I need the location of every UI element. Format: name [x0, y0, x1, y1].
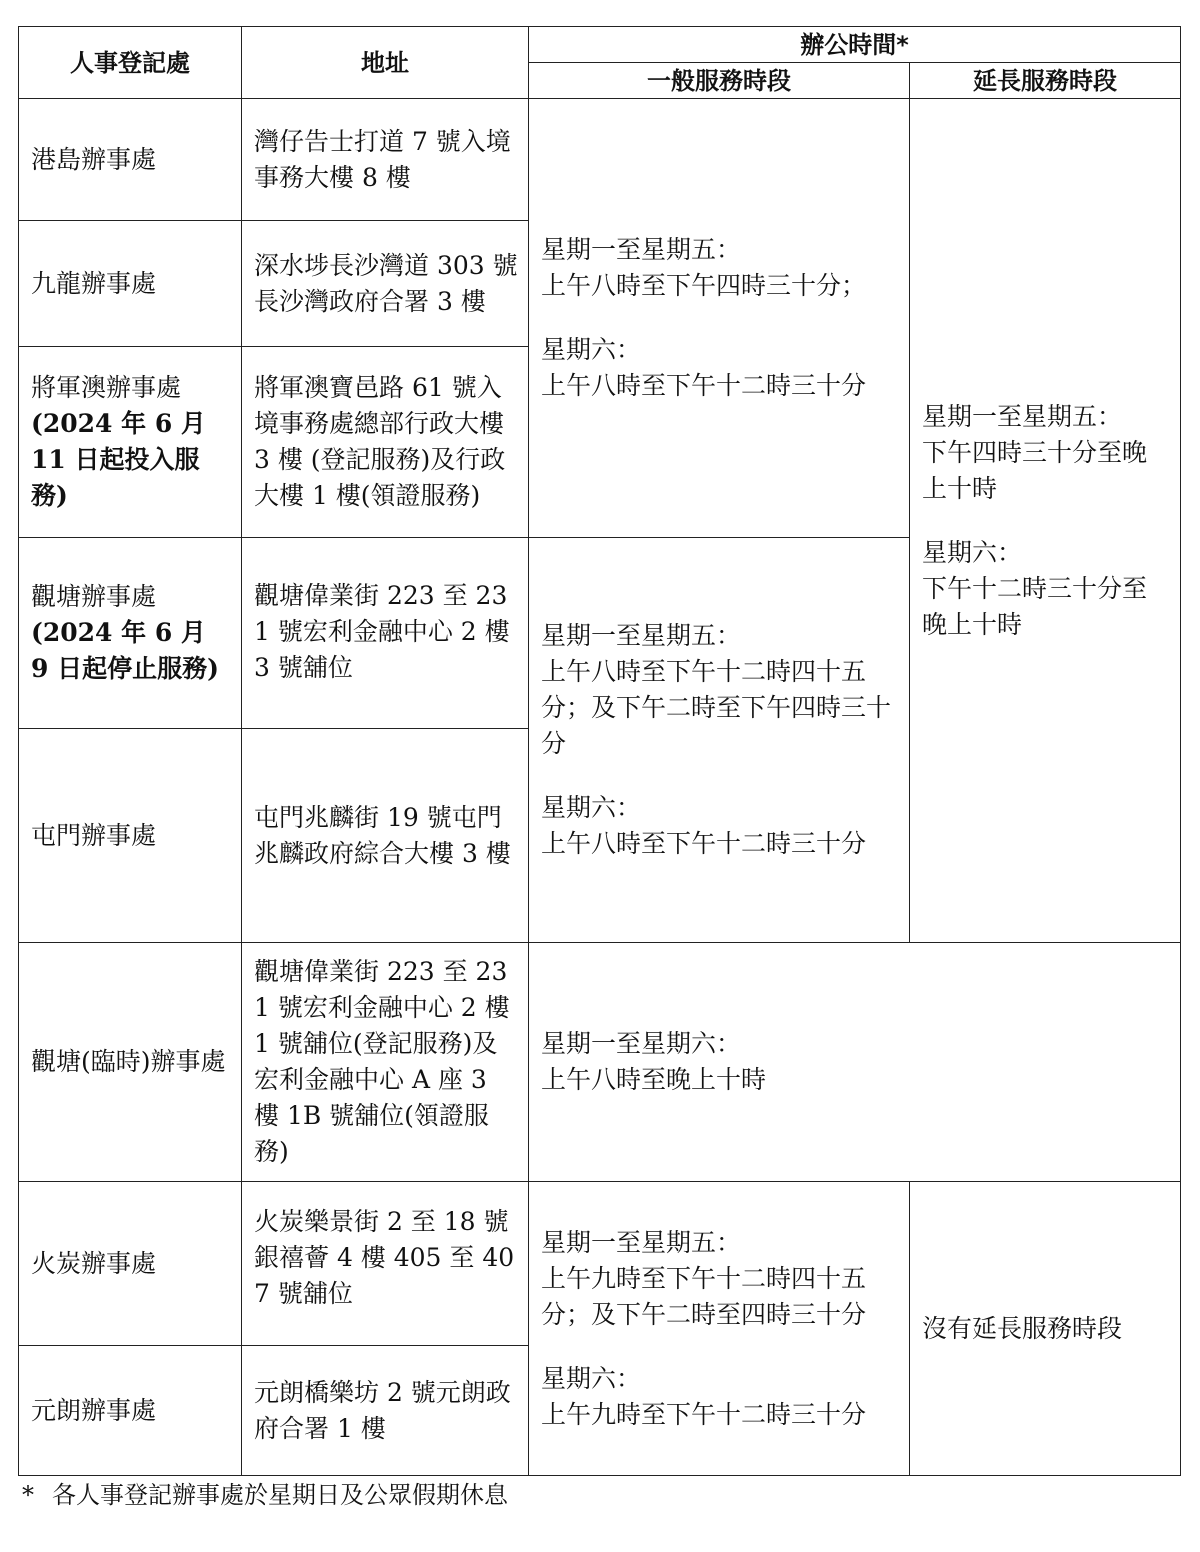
footnote-marker: *	[22, 1481, 34, 1509]
office-name: 觀塘(臨時)辦事處	[19, 943, 242, 1182]
office-name: 觀塘辦事處 (2024 年 6 月 9 日起停止服務)	[19, 538, 242, 729]
weekday-label: 星期一至星期五：	[541, 1227, 742, 1257]
saturday-label: 星期六：	[541, 793, 642, 822]
saturday-label: 星期六：	[922, 537, 1023, 567]
saturday-label: 星期六：	[541, 335, 642, 364]
office-name: 九龍辦事處	[19, 221, 242, 347]
saturday-time: 上午八時至下午十二時三十分	[541, 829, 867, 858]
office-note: (2024 年 6 月 11 日起投入服務)	[31, 409, 206, 510]
office-address: 火炭樂景街 2 至 18 號銀禧薈 4 樓 405 至 407 號舖位	[242, 1182, 529, 1346]
extended-hours-cell	[910, 99, 1181, 943]
table-row	[19, 99, 1181, 221]
saturday-time: 下午十二時三十分至晚上十時	[922, 573, 1148, 639]
saturday-label: 星期六：	[541, 1363, 642, 1393]
office-name: 火炭辦事處	[19, 1182, 242, 1346]
header-extended: 延長服務時段	[910, 63, 1181, 99]
office-note: (2024 年 6 月 9 日起停止服務)	[31, 618, 219, 683]
footnote-text: 各人事登記辦事處於星期日及公眾假期休息	[52, 1481, 508, 1509]
office-name: 港島辦事處	[19, 99, 242, 221]
office-address: 元朗橋樂坊 2 號元朗政府合署 1 樓	[242, 1346, 529, 1476]
header-office: 人事登記處	[19, 27, 242, 99]
saturday-time: 上午九時至下午十二時三十分	[541, 1399, 867, 1429]
temporary-hours-cell	[529, 943, 1181, 1182]
office-name: 屯門辦事處	[19, 729, 242, 943]
weekday-time: 上午八時至下午十二時四十五分；及下午二時至下午四時三十分	[541, 657, 892, 758]
extended-hours-cell: 沒有延長服務時段	[910, 1182, 1181, 1476]
regular-hours-cell	[529, 1182, 910, 1476]
office-address: 將軍澳寶邑路 61 號入境事務處總部行政大樓 3 樓 (登記服務)及行政大樓 1 樓(領證服務)	[242, 347, 529, 538]
weekday-label: 星期一至星期五：	[541, 621, 742, 650]
office-address: 觀塘偉業街 223 至 231 號宏利金融中心 2 樓 1 號舖位(登記服務)及宏利金融中心 A 座 3 樓 1B 號舖位(領證服務)	[242, 943, 529, 1182]
table-row	[19, 1182, 1181, 1346]
table-row	[19, 943, 1181, 1182]
header-address: 地址	[242, 27, 529, 99]
header-regular: 一般服務時段	[529, 63, 910, 99]
office-name: 元朗辦事處	[19, 1346, 242, 1476]
weekday-time: 下午四時三十分至晚上十時	[922, 437, 1148, 503]
footnote	[22, 1478, 508, 1512]
header-hours: 辦公時間*	[529, 27, 1181, 63]
weekday-label: 星期一至星期六：	[541, 1029, 742, 1058]
regular-hours-cell	[529, 99, 910, 538]
office-address: 屯門兆麟街 19 號屯門兆麟政府綜合大樓 3 樓	[242, 729, 529, 943]
weekday-time: 上午八時至下午四時三十分；	[541, 271, 867, 300]
office-name: 將軍澳辦事處 (2024 年 6 月 11 日起投入服務)	[19, 347, 242, 538]
weekday-label: 星期一至星期五：	[922, 401, 1123, 431]
weekday-time: 上午九時至下午十二時四十五分；及下午二時至四時三十分	[541, 1263, 867, 1329]
saturday-time: 上午八時至下午十二時三十分	[541, 371, 867, 400]
office-hours-table	[18, 26, 1181, 1476]
office-address: 灣仔告士打道 7 號入境事務大樓 8 樓	[242, 99, 529, 221]
regular-hours-cell	[529, 538, 910, 943]
office-address: 觀塘偉業街 223 至 231 號宏利金融中心 2 樓 3 號舖位	[242, 538, 529, 729]
office-address: 深水埗長沙灣道 303 號長沙灣政府合署 3 樓	[242, 221, 529, 347]
weekday-time: 上午八時至晚上十時	[541, 1065, 767, 1094]
weekday-label: 星期一至星期五：	[541, 235, 742, 264]
